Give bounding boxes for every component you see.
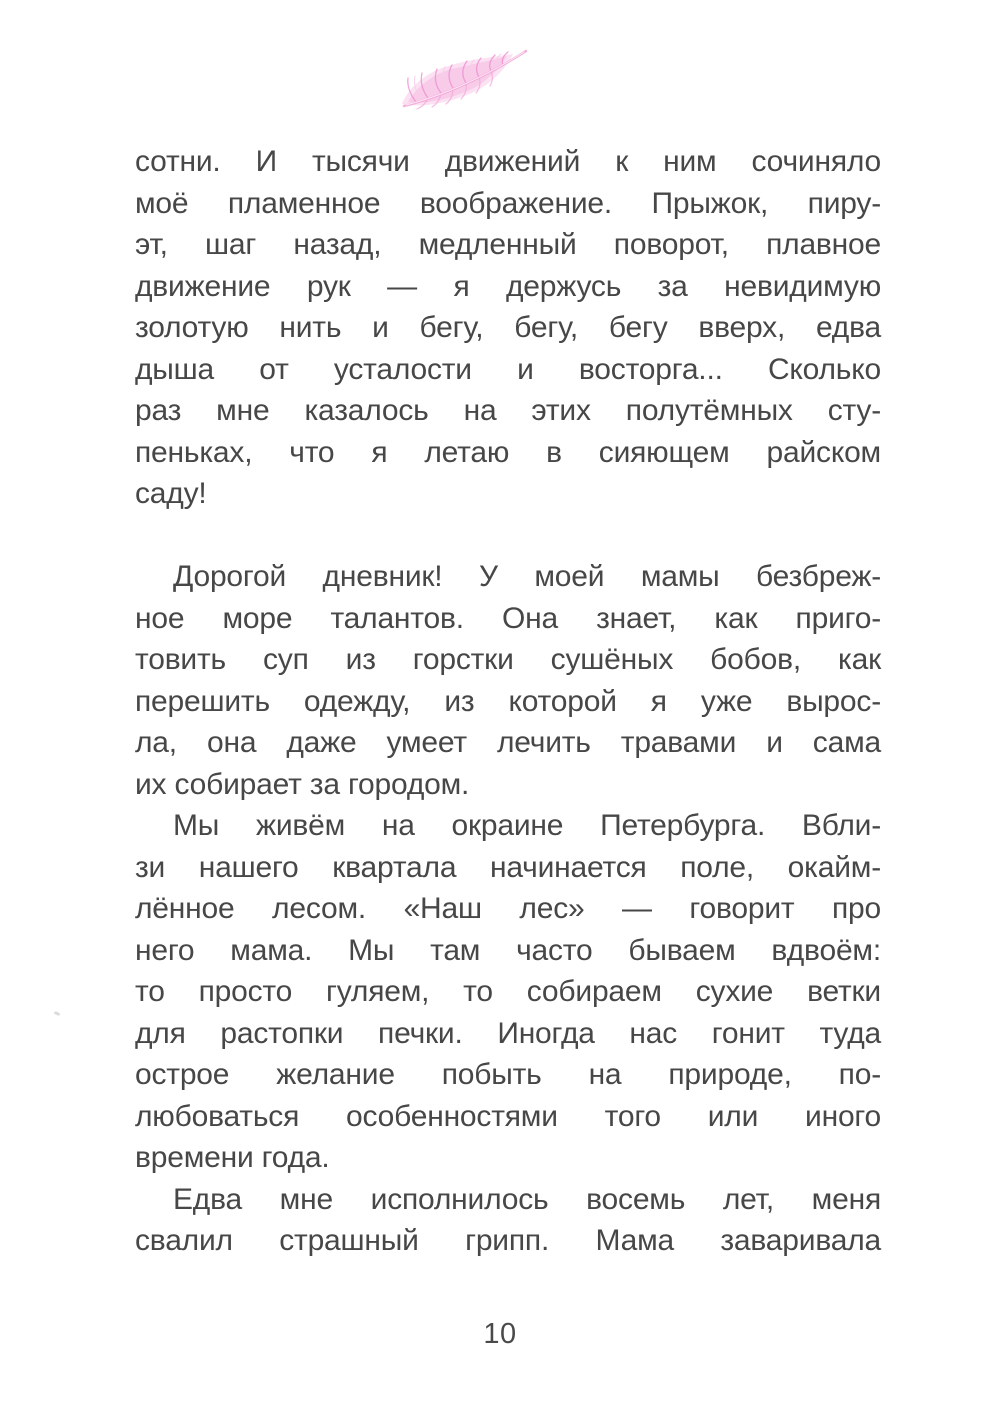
- text-line: саду!: [135, 477, 207, 510]
- text-line: Дорогой дневник! У моей мамы безбреж-: [173, 560, 881, 593]
- page-text: [135, 141, 881, 1262]
- text-line: ное море талантов. Она знает, как приго-: [135, 601, 881, 635]
- text-line: эт, шаг назад, медленный поворот, плавное: [135, 228, 881, 261]
- text-line: времени года.: [135, 1141, 330, 1174]
- text-line: золотую нить и бегу, бегу, бегу вверх, едва: [135, 311, 881, 344]
- paragraph: [135, 141, 881, 515]
- text-line: Едва мне исполнилось восемь лет, меня: [173, 1182, 881, 1216]
- text-line: пеньках, что я летаю в сияющем райском: [135, 435, 881, 469]
- text-line: острое желание побыть на природе, по-: [135, 1058, 881, 1091]
- text-line: то просто гуляем, то собираем сухие ветки: [135, 975, 881, 1008]
- text-line: него мама. Мы там часто бываем вдвоём:: [135, 933, 881, 967]
- text-line: раз мне казалось на этих полутёмных сту-: [135, 394, 881, 427]
- text-line: моё пламенное воображение. Прыжок, пиру-: [135, 186, 881, 220]
- page-number: 10: [483, 1318, 517, 1350]
- text-line: свалил страшный грипп. Мама заваривала: [135, 1224, 881, 1257]
- text-line: товить суп из горстки сушёных бобов, как: [135, 643, 881, 676]
- feather-icon: [386, 40, 536, 118]
- feather-ornament: [386, 40, 536, 118]
- paragraph: [135, 1179, 881, 1262]
- text-line: перешить одежду, из которой я уже вырос-: [135, 684, 881, 718]
- text-line: их собирает за городом.: [135, 767, 470, 801]
- scan-speck: [54, 1011, 61, 1016]
- text-line: лённое лесом. «Наш лес» — говорит про: [135, 892, 881, 925]
- text-line: для растопки печки. Иногда нас гонит туда: [135, 1016, 881, 1050]
- text-line: дыша от усталости и восторга... Сколько: [135, 352, 881, 386]
- text-line: ла, она даже умеет лечить травами и сама: [135, 726, 881, 759]
- text-line: Мы живём на окраине Петербурга. Вбли-: [173, 809, 881, 842]
- paragraph: [135, 805, 881, 1179]
- paragraph: [135, 556, 881, 805]
- text-line: сотни. И тысячи движений к ним сочиняло: [135, 145, 881, 178]
- text-line: любоваться особенностями того или иного: [135, 1099, 881, 1133]
- text-line: зи нашего квартала начинается поле, окайм-: [135, 850, 881, 884]
- text-line: движение рук — я держусь за невидимую: [135, 269, 881, 303]
